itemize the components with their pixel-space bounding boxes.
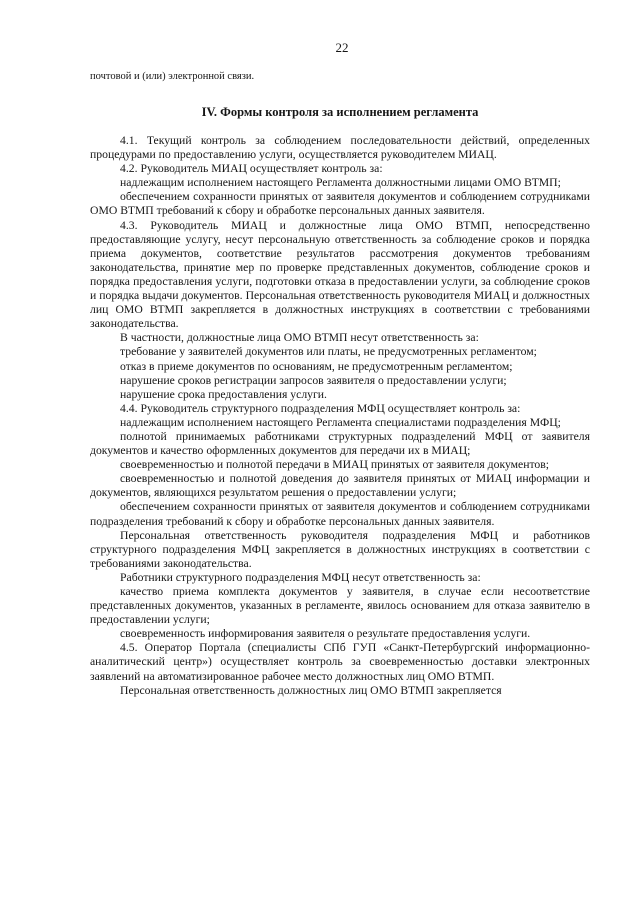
paragraph: отказ в приеме документов по основаниям, не предусмотренным регламентом; (120, 359, 513, 373)
document-page (90, 40, 590, 698)
paragraph: 4.1. Текущий контроль за соблюдением последовательности действий, определенных процедурами по предоставлению услуги, осуществляется руководителем МИАЦ. (90, 134, 590, 162)
paragraph: 4.3. Руководитель МИАЦ и должностные лица ОМО ВТМП, непосредственно предоставляющие услугу, несут персональную ответственность за соблюдение сроков и порядка приема документов, соответствие результатов рассмотрения документов требованиям законодательства, принятие мер по проверке представленных документов, соблюдение сроков и порядка предоставления услуги, подготовки отказа в предоставлении услуги, за соблюдение сроков и порядка выдачи документов. Персональная ответственность руководителя МИАЦ и должностных лиц ОМО ВТМП закрепляется в должностных инструкциях в соответствии с требованиями законодательства. (90, 218, 590, 331)
page-number: 22 (335, 40, 349, 55)
paragraph: обеспечением сохранности принятых от заявителя документов и соблюдением сотрудниками ОМО ВТМП требований к сбору и обработке персональных данных заявителя. (90, 190, 590, 218)
paragraph: своевременностью и полнотой передачи в МИАЦ принятых от заявителя документов; (120, 458, 550, 472)
paragraph: нарушение сроков регистрации запросов заявителя о предоставлении услуги; (120, 373, 507, 387)
paragraph: 4.4. Руководитель структурного подразделения МФЦ осуществляет контроль за: (120, 401, 521, 415)
paragraph: своевременностью и полнотой доведения до заявителя принятых от МИАЦ информации и документов, являющихся результатом решения о предоставлении услуги; (90, 472, 590, 500)
paragraph: 4.2. Руководитель МИАЦ осуществляет контроль за: (120, 162, 383, 176)
paragraph: Персональная ответственность руководителя подразделения МФЦ и работников структурного подразделения МФЦ закрепляется в должностных инструкциях в соответствии с требованиями законодательства. (90, 528, 590, 570)
paragraph: 4.5. Оператор Портала (специалисты СПб ГУП «Санкт-Петербургский информационно-аналитический центр») осуществляет контроль за своевременностью доставки электронных заявлений на автоматизированное рабочее место должностных лиц ОМО ВТМП. (90, 641, 590, 683)
paragraph: Работники структурного подразделения МФЦ несут ответственность за: (120, 570, 481, 584)
paragraph: полнотой принимаемых работниками структурных подразделений МФЦ от заявителя документов и качество оформленных документов для передачи их в МИАЦ; (90, 429, 590, 458)
paragraph: своевременность информирования заявителя о результате предоставления услуги. (120, 627, 531, 641)
paragraph: надлежащим исполнением настоящего Регламента специалистами подразделения МФЦ; (120, 415, 561, 429)
lead-text: почтовой и (или) электронной связи. (90, 71, 255, 82)
paragraph: обеспечением сохранности принятых от заявителя документов и соблюдением сотрудниками подразделения требований к сбору и обработке персональных данных заявителя. (90, 500, 590, 528)
section-heading: IV. Формы контроля за исполнением регламента (201, 105, 479, 119)
body-text (90, 134, 590, 698)
paragraph: Персональная ответственность должностных лиц ОМО ВТМП закрепляется (120, 683, 502, 697)
paragraph: надлежащим исполнением настоящего Регламента должностными лицами ОМО ВТМП; (120, 176, 561, 190)
paragraph: требование у заявителей документов или платы, не предусмотренных регламентом; (120, 345, 537, 359)
paragraph: качество приема комплекта документов у заявителя, в случае если несоответствие представленных документов, указанных в регламенте, явилось основанием для отказа заявителю в предоставлении услуги; (90, 585, 590, 627)
paragraph: нарушение срока предоставления услуги. (120, 387, 327, 401)
paragraph: В частности, должностные лица ОМО ВТМП несут ответственность за: (120, 331, 479, 345)
